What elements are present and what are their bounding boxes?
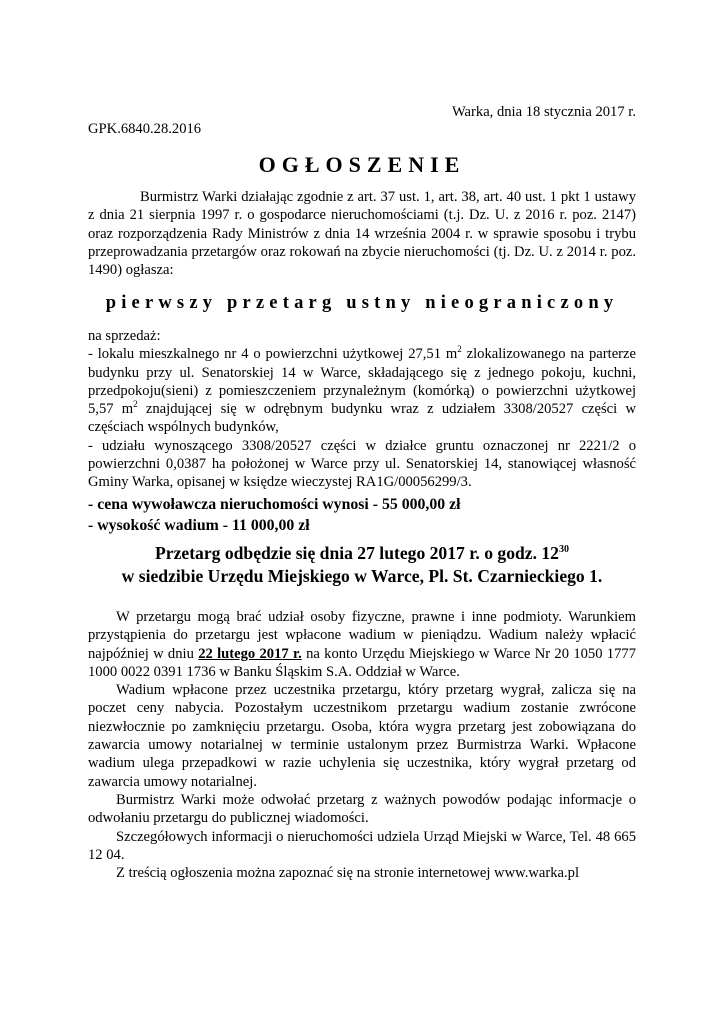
price-section (88, 494, 636, 536)
intro-paragraph (88, 188, 636, 279)
terms-contact-paragraph: Szczegółowych informacji o nieruchomości udziela Urząd Miejski w Warce, Tel. 48 665 12 04. (88, 828, 636, 863)
terms-cancel-paragraph: Burmistrz Warki może odwołać przetarg z ważnych powodów podając informacje o odwołaniu przetargu do publicznej wiadomości. (88, 791, 636, 827)
sale-subject-section (88, 327, 636, 492)
deposit-deadline: 22 lutego 2017 r. (198, 645, 302, 662)
terms-deposit-paragraph: W przetargu mogą brać udział osoby fizyczne, prawne i inne podmioty. Warunkiem przystąpienia do przetargu jest wpłacone wadium w pieniądzu. Wadium należy wpłacić najpóźniej w dniu 22 lutego 2017 r. na konto Urzędu Miejskiego w Warce Nr 20 1050 1777 1000 0022 0391 1736 w Banku Śląskim S.A. Oddział w Warce. (88, 609, 636, 680)
sale-item-land-share: - udziału wynoszącego 3308/20527 części w działce gruntu oznaczonej nr 2221/2 o powierzchni 0,0387 ha położonej w Warce przy ul. Senatorskiej 14, stanowiącej własność Gminy Warka, opisanej w księdze wieczystej RA1G/00056299/3. (88, 437, 636, 491)
terms-refund-paragraph: Wadium wpłacone przez uczestnika przetargu, który przetarg wygrał, zalicza się na poczet ceny nabycia. Pozostałym uczestnikom przetargu wadium zostanie zwrócone niezwłocznie po zamknięciu przetargu. Osoba, która wygra przetarg jest zobowiązana do zawarcia umowy notarialnej w terminie ustalonym przez Burmistrza Warki. Wpłacone wadium ulega przepadkowi w razie uchylenia się uczestnika, który wygrał przetarg od zawarcia umowy notarialnej. (88, 682, 636, 790)
terms-website-paragraph: Z treścią ogłoszenia można zapoznać się na stronie internetowej www.warka.pl (116, 865, 580, 882)
auction-date-section (88, 542, 636, 588)
terms-section (88, 608, 636, 882)
intro-text: Burmistrz Warki działając zgodnie z art. 37 ust. 1, art. 38, art. 40 ust. 1 pkt 1 ustawy z dnia 21 sierpnia 1997 r. o gospodarce nieruchomościami (t.j. Dz. U. z 2016 r. poz. 2147) oraz rozporządzenia Rady Ministrów z dnia 14 września 2004 r. w sprawie sposobu i trybu przeprowadzania przetargów oraz rokowań na zbycie nieruchomości (tj. Dz. U. z 2014 r. poz. 1490) ogłasza: (88, 189, 636, 279)
auction-date-line: Przetarg odbędzie się dnia 27 lutego 2017 r. o godz. $12^{30}$ (155, 543, 569, 563)
sale-item-apartment: - lokalu mieszkalnego nr 4 o powierzchni użytkowej 27,51 $m^2$ zlokalizowanego na parterze budynku przy ul. Senatorskiej 14 w Warce, składającego się z jednego pokoju, kuchni, przedpokoju(sieni) z pomieszczeniem przynależnym (komórką) o powierzchni użytkowej 5,57 $m^2$ znajdującej się w odrębnym budynku wraz z udziałem 3308/20527 części w częściach wspólnych budynków, (88, 344, 636, 436)
document-date: Warka, dnia 18 stycznia 2017 r. (451, 104, 636, 120)
deposit-amount: - wysokość wadium - 11 000,00 zł (88, 517, 310, 534)
sale-lead: na sprzedaż: (88, 328, 161, 344)
auction-type-heading: pierwszy przetarg ustny nieograniczony (105, 293, 619, 313)
reference-number: GPK.6840.28.2016 (88, 121, 202, 137)
starting-price: - cena wywoławcza nieruchomości wynosi - 55 000,00 zł (88, 496, 461, 513)
document-title: OGŁOSZENIE (258, 152, 466, 177)
auction-location-line: w siedzibie Urzędu Miejskiego w Warce, Pl. St. Czarnieckiego 1. (121, 566, 603, 586)
